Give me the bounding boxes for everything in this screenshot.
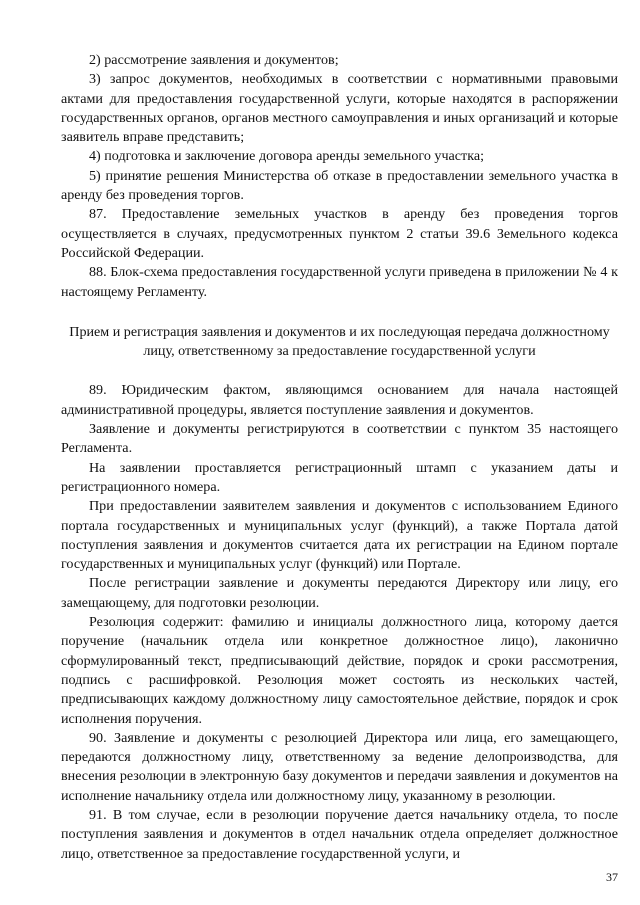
paragraph: 4) подготовка и заключение договора аренды земельного участка; <box>89 148 485 165</box>
paragraph: 89. Юридическим фактом, являющимся основанием для начала настоящей административной процедуры, является поступление заявления и документов. <box>61 382 618 418</box>
paragraph: 91. В том случае, если в резолюции поручение дается начальнику отдела, то после поступления заявления и документов в отдел начальник отдела определяет должностное лицо, ответственное за предоставление государственной услуги, и <box>61 806 618 862</box>
bottom-paragraphs <box>61 381 618 863</box>
paragraph: 88. Блок-схема предоставления государственной услуги приведена в приложении № 4 к настоящему Регламенту. <box>61 264 618 300</box>
page-number: 37 <box>606 870 618 884</box>
paragraph: 87. Предоставление земельных участков в аренду без проведения торгов осуществляется в случаях, предусмотренных пунктом 2 статьи 39.6 Земельного кодекса Российской Федерации. <box>61 206 618 261</box>
paragraph: 2) рассмотрение заявления и документов; <box>89 52 339 68</box>
paragraph: При предоставлении заявителем заявления и документов с использованием Единого портала государственных и муниципальных услуг (функций), а также Портала датой поступления заявления и документов считается дата их регистрации на Едином портале государственных и муниципальных услуг (функций) или Портале. <box>61 498 618 573</box>
paragraph: Резолюция содержит: фамилию и инициалы должностного лица, которому дается поручение (начальник отдела или конкретное должностное лицо), лаконично сформулированный текст, предписывающий действие, порядок и сроки рассмотрения, подпись с расшифровкой. Резолюция может состоять из нескольких частей, предписывающих каждому должностному лицу самостоятельное действие, порядок и срок исполнения поручения. <box>61 614 618 727</box>
paragraph: 5) принятие решения Министерства об отказе в предоставлении земельного участка в аренду без проведения торгов. <box>61 167 618 204</box>
paragraph: 90. Заявление и документы с резолюцией Директора или лица, его замещающего, передаются должностному лицу, ответственному за ведение делопроизводства, для внесения резолюции в электронную базу документов и передачи заявления и документов на исполнение начальнику отдела или должностному лицу, указанному в резолюции. <box>61 729 618 804</box>
top-paragraphs <box>61 51 618 302</box>
paragraph: Заявление и документы регистрируются в соответствии с пунктом 35 настоящего Регламента. <box>61 421 618 457</box>
paragraph: На заявлении проставляется регистрационный штамп с указанием даты и регистрационного номера. <box>61 459 618 495</box>
paragraph: 3) запрос документов, необходимых в соответствии с нормативными правовыми актами для предоставления государственной услуги, которые находятся в распоряжении государственных органов, органов местного самоуправления и иных организаций и которые заявитель вправе представить; <box>61 71 618 146</box>
section-title: Прием и регистрация заявления и документов и их последующая передача должностному лицу, ответственному за предоставление государственной услуги <box>69 323 610 360</box>
paragraph: После регистрации заявление и документы передаются Директору или лицу, его замещающему, для подготовки резолюции. <box>61 575 618 611</box>
